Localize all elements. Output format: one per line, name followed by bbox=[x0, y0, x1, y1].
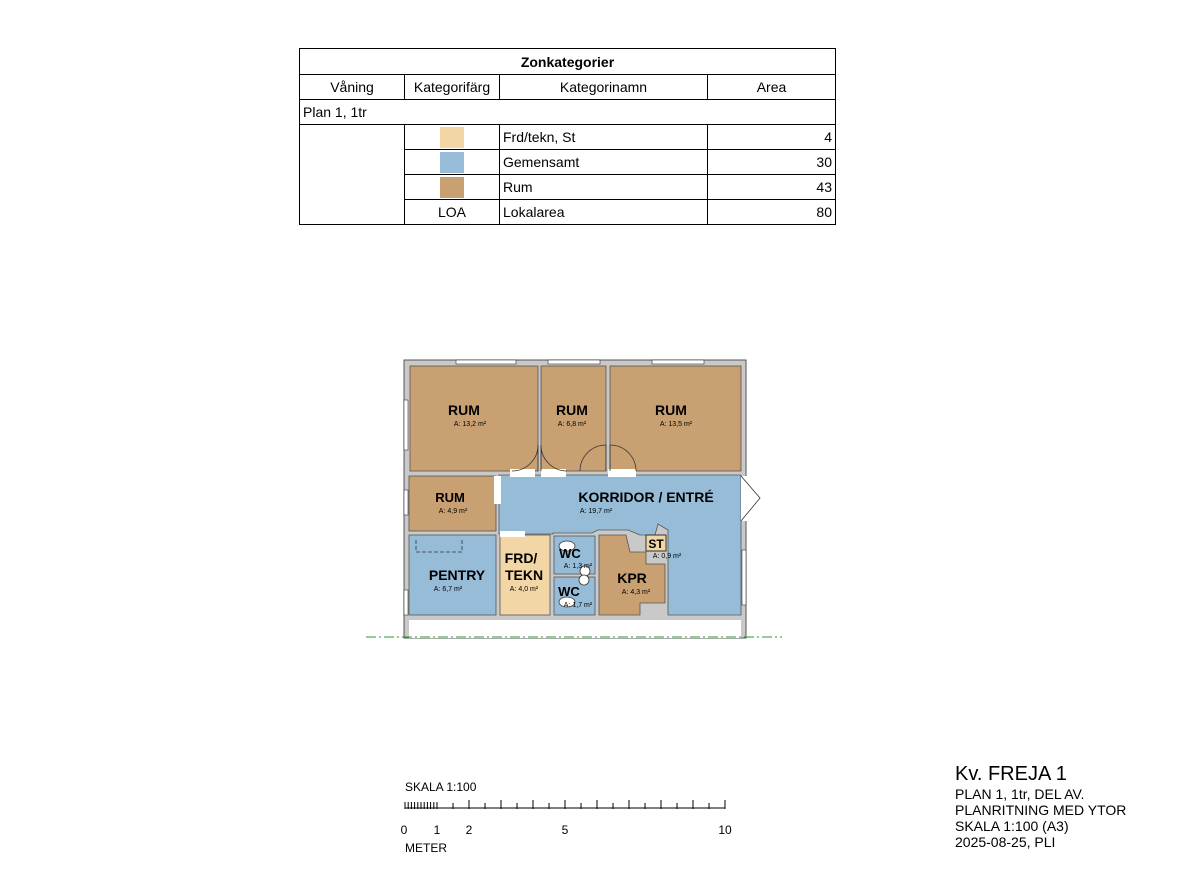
room-area: A: 1,3 m² bbox=[563, 563, 593, 570]
header-kategorifarg: Kategorifärg bbox=[405, 75, 500, 100]
scale-label-5: 5 bbox=[561, 823, 569, 837]
room-area: A: 13,2 m² bbox=[453, 421, 487, 428]
scale-label-2: 2 bbox=[465, 823, 473, 837]
category-area: 30 bbox=[708, 150, 836, 175]
window bbox=[652, 360, 704, 364]
title-line-2: PLANRITNING MED YTOR bbox=[955, 802, 1127, 818]
room-name: WC bbox=[559, 546, 581, 561]
room-name: ST bbox=[648, 537, 664, 551]
swatch-rum bbox=[440, 177, 464, 198]
category-area: 43 bbox=[708, 175, 836, 200]
room-name: RUM bbox=[435, 490, 465, 505]
door-opening bbox=[500, 531, 525, 537]
room-area: A: 1,7 m² bbox=[563, 602, 593, 609]
scale-unit: METER bbox=[405, 841, 447, 855]
category-area: 80 bbox=[708, 200, 836, 225]
window bbox=[548, 360, 600, 364]
door-opening bbox=[608, 469, 636, 477]
header-area: Area bbox=[708, 75, 836, 100]
room-name: RUM bbox=[655, 402, 687, 418]
title-line-4: 2025-08-25, PLI bbox=[955, 834, 1056, 850]
sink-icon bbox=[579, 575, 589, 585]
room-name: TEKN bbox=[504, 567, 544, 583]
color-swatch-cell bbox=[405, 150, 500, 175]
zone-category-table bbox=[299, 48, 836, 225]
category-name: Frd/tekn, St bbox=[500, 125, 708, 150]
room-area: A: 6,8 m² bbox=[557, 421, 587, 428]
scale-label-0: 0 bbox=[400, 823, 408, 837]
room-rum-1 bbox=[410, 366, 538, 471]
window bbox=[404, 490, 408, 515]
room-name: WC bbox=[558, 584, 580, 599]
balcony-area bbox=[409, 620, 741, 638]
category-name: Rum bbox=[500, 175, 708, 200]
floor-label: Plan 1, 1tr bbox=[300, 100, 836, 125]
window bbox=[404, 400, 408, 450]
color-swatch-cell bbox=[405, 175, 500, 200]
title-line-3: SKALA 1:100 (A3) bbox=[955, 818, 1069, 834]
window bbox=[404, 590, 408, 615]
title-line-1: PLAN 1, 1tr, DEL AV. bbox=[955, 786, 1085, 802]
window bbox=[742, 550, 746, 605]
scale-title: SKALA 1:100 bbox=[405, 780, 477, 794]
title-block bbox=[955, 762, 1126, 850]
category-name: Gemensamt bbox=[500, 150, 708, 175]
category-name: Lokalarea bbox=[500, 200, 708, 225]
header-vaning: Våning bbox=[300, 75, 405, 100]
scale-bar bbox=[398, 775, 738, 860]
floor-cell bbox=[300, 125, 405, 225]
scale-label-1: 1 bbox=[433, 823, 441, 837]
scale-label-10: 10 bbox=[718, 823, 732, 837]
floor-plan bbox=[360, 355, 790, 645]
project-title: Kv. FREJA 1 bbox=[955, 763, 1067, 785]
room-area: A: 19,7 m² bbox=[579, 508, 613, 515]
swatch-frd bbox=[440, 127, 464, 148]
room-name: PENTRY bbox=[428, 567, 486, 583]
door-opening bbox=[510, 469, 535, 477]
room-rum-2 bbox=[541, 366, 606, 471]
room-name: RUM bbox=[556, 402, 588, 418]
window bbox=[456, 360, 516, 364]
table-row bbox=[300, 125, 836, 150]
room-name: FRD/ bbox=[504, 550, 538, 566]
swatch-gemensamt bbox=[440, 152, 464, 173]
room-area: A: 4,3 m² bbox=[621, 589, 651, 596]
room-name: RUM bbox=[448, 402, 480, 418]
category-code: LOA bbox=[405, 200, 500, 225]
room-area: A: 4,0 m² bbox=[509, 586, 539, 593]
room-area: A: 6,7 m² bbox=[433, 586, 463, 593]
room-rum-3 bbox=[610, 366, 741, 471]
room-area: A: 0,9 m² bbox=[652, 553, 682, 560]
table-title: Zonkategorier bbox=[300, 49, 836, 75]
door-opening bbox=[494, 476, 501, 504]
header-kategorinamn: Kategorinamn bbox=[500, 75, 708, 100]
room-name: KPR bbox=[617, 570, 647, 586]
category-area: 4 bbox=[708, 125, 836, 150]
room-name: KORRIDOR / ENTRÉ bbox=[578, 489, 714, 505]
room-area: A: 13,5 m² bbox=[659, 421, 693, 428]
color-swatch-cell bbox=[405, 125, 500, 150]
room-area: A: 4,9 m² bbox=[438, 508, 468, 515]
